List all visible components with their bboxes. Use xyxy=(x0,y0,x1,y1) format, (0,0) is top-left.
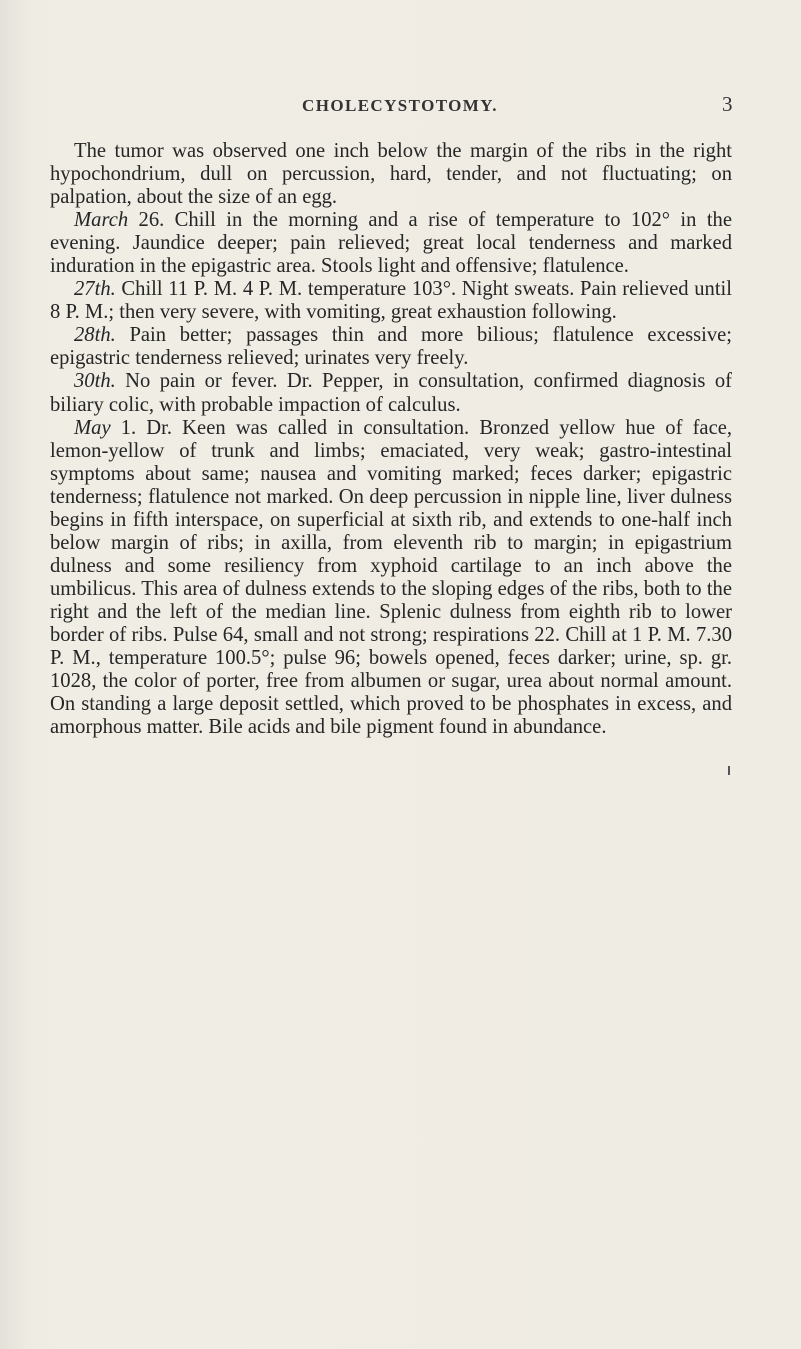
paragraph xyxy=(50,140,732,209)
paragraph xyxy=(50,324,732,370)
page-header xyxy=(0,92,801,122)
body-text xyxy=(50,140,732,739)
entry-date: 30th. xyxy=(74,370,116,393)
paragraph xyxy=(50,370,732,416)
page-number: 3 xyxy=(722,92,733,116)
paragraph-text: Chill 11 P. M. 4 P. M. temperature 103°. Night sweats. Pain relieved until 8 P. M.; then very severe, with vomiting, great exhaustion following. xyxy=(50,278,732,324)
ink-speck xyxy=(728,766,730,775)
paragraph xyxy=(50,417,732,740)
paragraph-text: 26. Chill in the morning and a rise of temperature to 102° in the evening. Jaundice deeper; pain relieved; great local tenderness and marked induration in the epigastric area. Stools light and offensive; flatulence. xyxy=(50,209,732,278)
entry-date: 27th. xyxy=(74,278,116,301)
paragraph xyxy=(50,209,732,278)
paragraph-text: The tumor was observed one inch below the margin of the ribs in the right hypochondrium, dull on percussion, hard, tender, and not fluctuating; on palpation, about the size of an egg. xyxy=(50,140,732,209)
paragraph xyxy=(50,278,732,324)
paragraph-text: 1. Dr. Keen was called in consultation. Bronzed yellow hue of face, lemon-yellow of trunk and limbs; emaciated, very weak; gastro-intestinal symptoms about same; nausea and vomiting marked; feces darker; epigastric tenderness; flatulence not marked. On deep percussion in nipple line, liver dulness begins in fifth interspace, on superficial at sixth rib, and extends to one-half inch below margin of ribs; in axilla, from eleventh rib to margin; in epigastrium dulness and some resiliency from xyphoid cartilage to an inch above the umbilicus. This area of dulness extends to the sloping edges of the ribs, both to the right and the left of the median line. Splenic dulness from eighth rib to lower border of ribs. Pulse 64, small and not strong; respirations 22. Chill at 1 P. M. 7.30 P. M., temperature 100.5°; pulse 96; bowels opened, feces darker; urine, sp. gr. 1028, the color of porter, free from albumen or sugar, urea about normal amount. On standing a large deposit settled, which proved to be phosphates in excess, and amorphous matter. Bile acids and bile pigment found in abundance. xyxy=(50,416,732,739)
paragraph-text: Pain better; passages thin and more bilious; flatulence excessive; epigastric tenderness relieved; urinates very freely. xyxy=(50,324,732,370)
entry-date: March xyxy=(74,209,129,232)
entry-date: 28th. xyxy=(74,324,116,347)
paragraph-text: No pain or fever. Dr. Pepper, in consultation, confirmed diagnosis of biliary colic, with probable impaction of calculus. xyxy=(50,370,732,416)
entry-date: May xyxy=(74,416,111,439)
running-title: CHOLECYSTOTOMY. xyxy=(302,96,498,115)
